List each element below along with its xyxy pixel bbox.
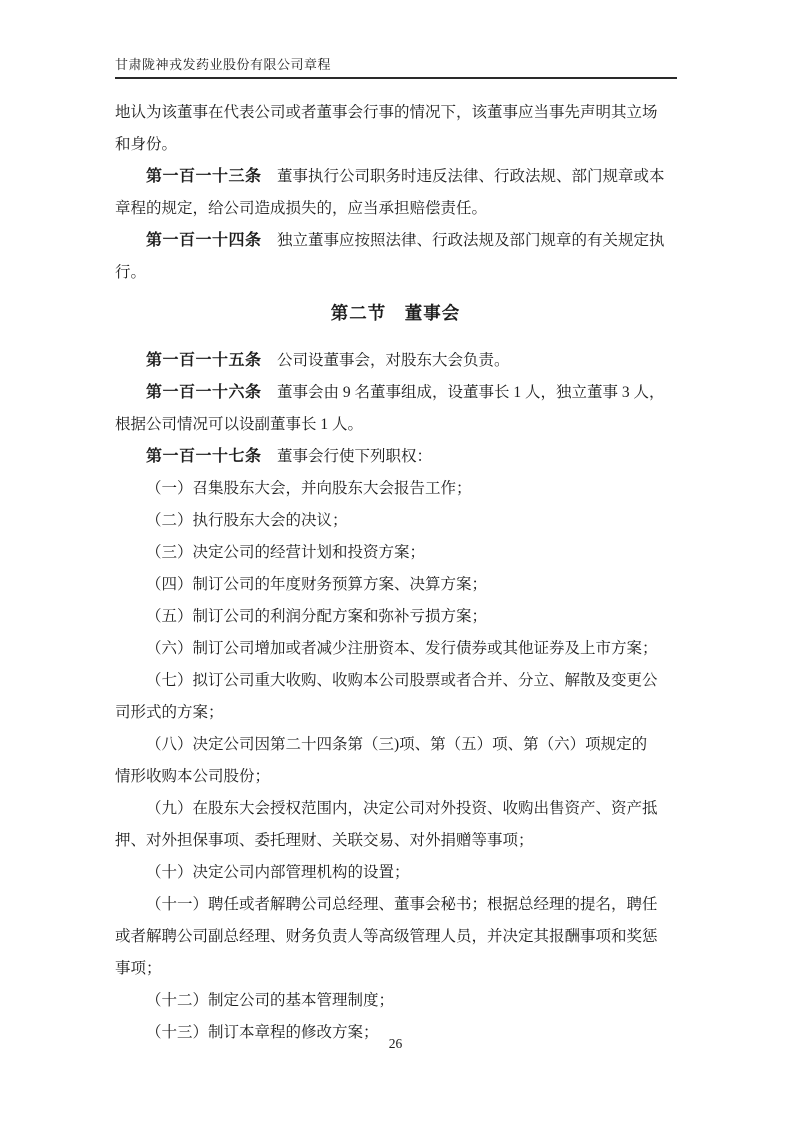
article-number: 第一百一十五条 [146, 352, 262, 369]
document-line: 地认为该董事在代表公司或者董事会行事的情况下，该董事应当事先声明其立场 [115, 104, 658, 121]
document-line: （四）制订公司的年度财务预算方案、决算方案； [146, 576, 488, 593]
document-line: 事项； [115, 960, 162, 977]
header-title: 甘肃陇神戎发药业股份有限公司章程 [115, 57, 332, 72]
article-number: 第一百一十六条 [146, 384, 262, 401]
page-number: 26 [388, 1036, 403, 1051]
document-line: （六）制订公司增加或者减少注册资本、发行债券或其他证券及上市方案； [146, 640, 658, 657]
document-line: （七）拟订公司重大收购、收购本公司股票或者合并、分立、解散及变更公 [146, 672, 658, 689]
document-line: 第一百一十六条 董事会由 9 名董事组成，设董事长 1 人，独立董事 3 人， [146, 384, 665, 401]
document-line: （十三）制订本章程的修改方案； [146, 1024, 379, 1041]
document-line: （九）在股东大会授权范围内，决定公司对外投资、收购出售资产、资产抵 [146, 800, 658, 817]
document-line: （五）制订公司的利润分配方案和弥补亏损方案； [146, 608, 488, 625]
document-line: 根据公司情况可以设副董事长 1 人。 [115, 416, 364, 433]
document-line: （十）决定公司内部管理机构的设置； [146, 864, 410, 881]
page-footer [115, 1036, 676, 1052]
document-body [115, 97, 676, 1049]
document-line: 情形收购本公司股份； [115, 768, 271, 785]
document-line: 第一百一十四条 独立董事应按照法律、行政法规及部门规章的有关规定执 [146, 232, 665, 249]
document-line: （一）召集股东大会，并向股东大会报告工作； [146, 480, 472, 497]
document-line: 和身份。 [115, 136, 178, 153]
document-line: 司形式的方案； [115, 704, 224, 721]
article-number: 第一百一十四条 [146, 232, 262, 249]
document-line: 行。 [115, 264, 147, 281]
document-line: 押、对外担保事项、委托理财、关联交易、对外捐赠等事项； [115, 832, 534, 849]
article-number: 第一百一十七条 [146, 448, 262, 465]
page-header [115, 54, 677, 79]
document-line: （十二）制定公司的基本管理制度； [146, 992, 395, 1009]
section-heading: 第二节 董事会 [330, 303, 461, 323]
document-line: （八）决定公司因第二十四条第（三)项、第（五）项、第（六）项规定的 [146, 736, 648, 753]
document-line: （二）执行股东大会的决议； [146, 512, 348, 529]
document-line: 章程的规定，给公司造成损失的，应当承担赔偿责任。 [115, 200, 488, 217]
article-number: 第一百一十三条 [146, 168, 262, 185]
document-line: 第一百一十五条 公司设董事会，对股东大会负责。 [146, 352, 510, 369]
document-line: （三）决定公司的经营计划和投资方案； [146, 544, 426, 561]
document-line: 或者解聘公司副总经理、财务负责人等高级管理人员，并决定其报酬事项和奖惩 [115, 928, 658, 945]
document-line: 第一百一十七条 董事会行使下列职权： [146, 448, 433, 465]
document-line: 第一百一十三条 董事执行公司职务时违反法律、行政法规、部门规章或本 [146, 168, 665, 185]
document-line: （十一）聘任或者解聘公司总经理、董事会秘书；根据总经理的提名，聘任 [146, 896, 658, 913]
